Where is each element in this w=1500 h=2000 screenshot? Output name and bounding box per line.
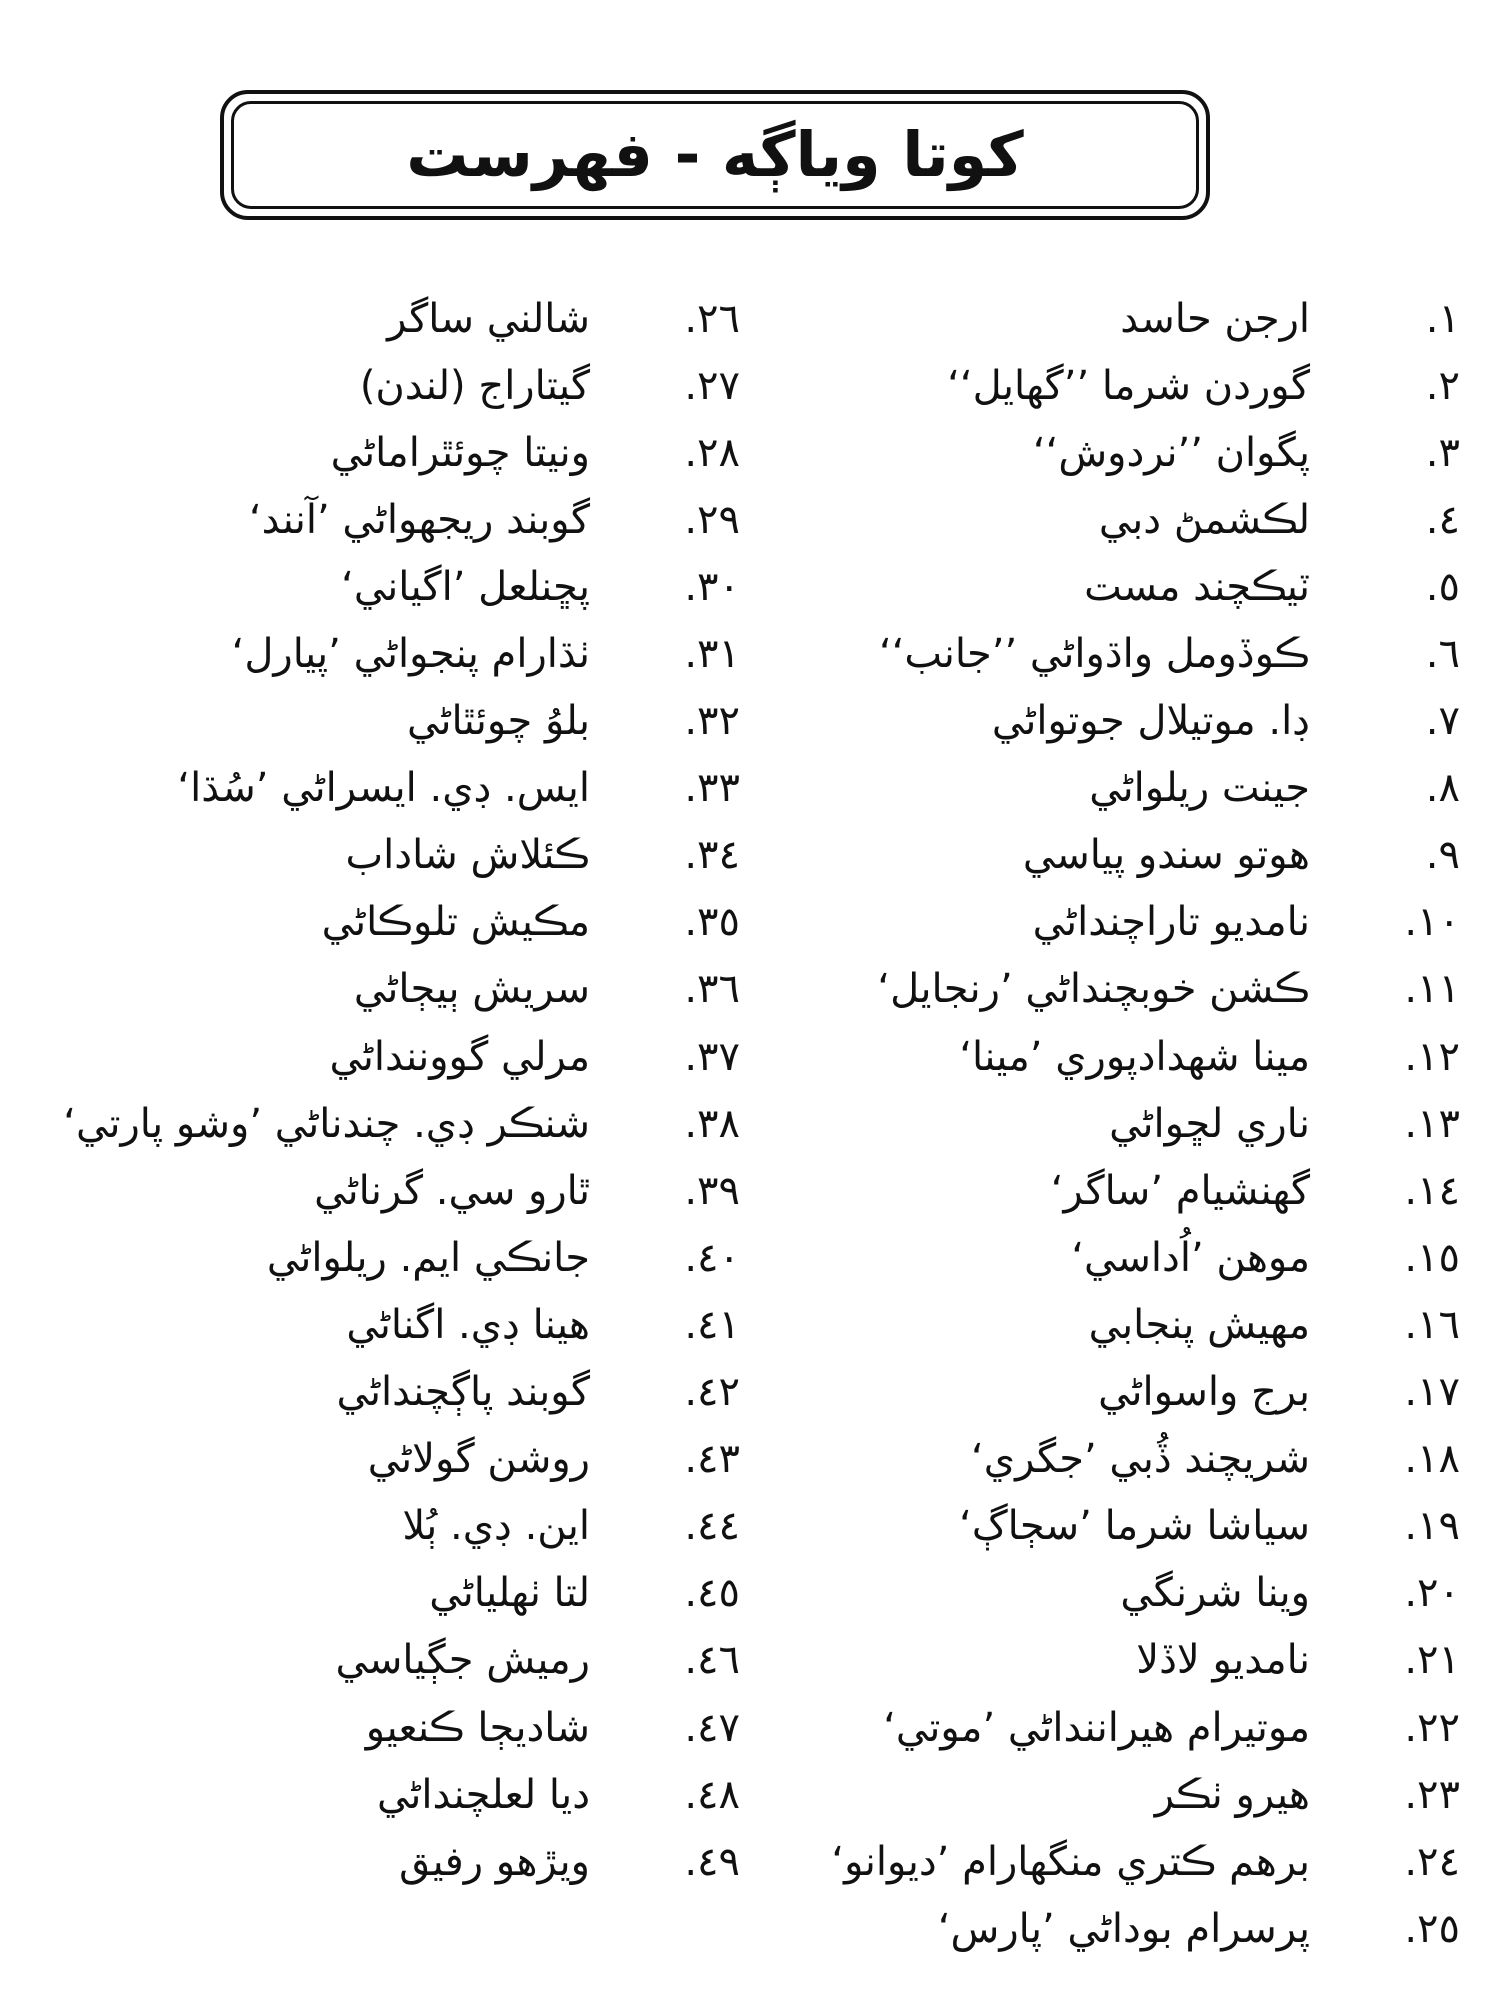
entry-author-name: برج واسواڻي	[1098, 1369, 1310, 1416]
entry-author-name: لتا ٺهلياڻي	[429, 1570, 590, 1617]
entry-author-name: پگوان ’’نردوش‘‘	[1032, 429, 1310, 476]
entry-number: ٩.	[1425, 832, 1460, 879]
contents-entry	[40, 620, 740, 687]
contents-entry	[40, 1761, 740, 1828]
entry-author-name: پرسرام بوداڻي ’پارس‘	[937, 1905, 1310, 1952]
contents-entry	[760, 1359, 1460, 1426]
entry-number: ٣٣.	[684, 765, 740, 812]
contents-column-left	[40, 285, 740, 1895]
entry-author-name: موهن ’اُداسي‘	[1071, 1234, 1310, 1281]
contents-entry	[760, 1291, 1460, 1358]
entry-author-name: برهم ڪتري منگهارام ’ديوانو‘	[831, 1838, 1310, 1885]
entry-author-name: سريش ٻيڄاڻي	[353, 966, 590, 1013]
entry-author-name: پڇنلعل ’اگياني‘	[341, 563, 590, 610]
entry-number: ٣١.	[684, 631, 740, 678]
entry-number: ٤٨.	[684, 1771, 740, 1818]
entry-author-name: روشن گولاڻي	[367, 1436, 590, 1483]
entry-number: ١٦.	[1404, 1301, 1460, 1348]
entry-author-name: مينا شهدادپوري ’مينا‘	[959, 1033, 1310, 1080]
entry-number: ٤٣.	[684, 1436, 740, 1483]
contents-entry	[760, 755, 1460, 822]
entry-author-name: گوبند ريجهواڻي ’آنند‘	[248, 496, 590, 543]
entry-number: ٣٠.	[684, 563, 740, 610]
contents-entry	[760, 419, 1460, 486]
page-title: كوتا وياڳه - فهرست	[406, 118, 1024, 191]
contents-entry	[760, 1694, 1460, 1761]
entry-number: ١٩.	[1404, 1503, 1460, 1550]
contents-entry	[40, 285, 740, 352]
entry-number: ٢٤.	[1404, 1838, 1460, 1885]
contents-entry	[40, 419, 740, 486]
contents-entry	[760, 1157, 1460, 1224]
entry-author-name: هيرو ٺڪر	[1154, 1771, 1310, 1818]
entry-author-name: ٿارو سي. گرناڻي	[314, 1167, 590, 1214]
title-frame	[220, 90, 1210, 220]
contents-entry	[760, 1627, 1460, 1694]
entry-number: ٦.	[1425, 631, 1460, 678]
contents-entry	[40, 1224, 740, 1291]
entry-author-name: ڊا. موتيلال جوتواڻي	[991, 698, 1310, 745]
entry-author-name: گهنشيام ’ساگر‘	[1050, 1167, 1310, 1214]
contents-entry	[760, 688, 1460, 755]
entry-author-name: جينت ريلواڻي	[1089, 765, 1310, 812]
entry-author-name: جانڪي ايم. ريلواڻي	[266, 1234, 590, 1281]
entry-author-name: ديا لعلچنداڻي	[376, 1771, 590, 1818]
contents-entry	[40, 1291, 740, 1358]
entry-number: ٢٧.	[684, 362, 740, 409]
entry-author-name: ڪئلاش شاداب	[345, 832, 590, 879]
entry-author-name: لڪشمڻ دبي	[1098, 496, 1310, 543]
entry-number: ٢٢.	[1404, 1704, 1460, 1751]
entry-author-name: ايس. ڊي. ايسراڻي ’سُڌا‘	[177, 765, 590, 812]
contents-entry	[40, 1694, 740, 1761]
entry-author-name: ڪشن خوبچنداڻي ’رنجايل‘	[877, 966, 1310, 1013]
contents-entry	[760, 620, 1460, 687]
entry-number: ٣٤.	[684, 832, 740, 879]
entry-author-name: شريچند ڏُبي ’جگري‘	[971, 1436, 1310, 1483]
entry-number: ١٥.	[1404, 1234, 1460, 1281]
contents-entry	[760, 1560, 1460, 1627]
entry-author-name: اين. ڊي. ٻُلا	[402, 1503, 590, 1550]
contents-entry	[760, 1426, 1460, 1493]
contents-entry	[40, 1828, 740, 1895]
entry-number: ١٨.	[1404, 1436, 1460, 1483]
entry-author-name: ارجن حاسد	[1120, 295, 1310, 342]
entry-author-name: گوردن شرما ’’گهايل‘‘	[947, 362, 1310, 409]
entry-number: ٣٩.	[684, 1167, 740, 1214]
entry-number: ٤٤.	[684, 1503, 740, 1550]
entry-author-name: بلوُ چوئٿاڻي	[406, 698, 590, 745]
contents-entry	[40, 352, 740, 419]
contents-entry	[760, 1224, 1460, 1291]
contents-entry	[40, 1493, 740, 1560]
entry-number: ٢.	[1425, 362, 1460, 409]
entry-number: ٤١.	[684, 1301, 740, 1348]
entry-number: ٤٧.	[684, 1704, 740, 1751]
entry-number: ١.	[1425, 295, 1460, 342]
entry-author-name: گوبند پاڳچنداڻي	[336, 1369, 590, 1416]
entry-author-name: وينا شرنگي	[1120, 1570, 1310, 1617]
entry-number: ٤٢.	[684, 1369, 740, 1416]
entry-number: ٤٦.	[684, 1637, 740, 1684]
entry-number: ٤٥.	[684, 1570, 740, 1617]
contents-entry	[760, 1090, 1460, 1157]
entry-number: ٢٣.	[1404, 1771, 1460, 1818]
entry-author-name: ونيتا چوئٿراماڻي	[330, 429, 590, 476]
entry-author-name: ناري لڇواڻي	[1109, 1100, 1310, 1147]
entry-number: ٢١.	[1404, 1637, 1460, 1684]
contents-entry	[40, 755, 740, 822]
entry-number: ٢٠.	[1404, 1570, 1460, 1617]
title-inner-border	[231, 101, 1199, 209]
contents-entry	[760, 486, 1460, 553]
entry-number: ٤.	[1425, 496, 1460, 543]
entry-number: ٣٨.	[684, 1100, 740, 1147]
contents-entry	[40, 889, 740, 956]
entry-author-name: موتيرام هيراننداڻي ’موتي‘	[883, 1704, 1310, 1751]
entry-number: ١٢.	[1404, 1033, 1460, 1080]
contents-entry	[760, 285, 1460, 352]
contents-entry	[760, 553, 1460, 620]
entry-number: ٣٦.	[684, 966, 740, 1013]
entry-number: ١٠.	[1404, 899, 1460, 946]
entry-author-name: ٺڌارام پنجواڻي ’پيارل‘	[231, 631, 590, 678]
entry-author-name: مرلي گووننداڻي	[329, 1033, 590, 1080]
entry-number: ٢٩.	[684, 496, 740, 543]
entry-number: ٨.	[1425, 765, 1460, 812]
contents-entry	[760, 1828, 1460, 1895]
entry-author-name: سياشا شرما ’سڄاڳ‘	[959, 1503, 1310, 1550]
entry-number: ١١.	[1404, 966, 1460, 1013]
entry-author-name: نامديو تاراچنداڻي	[1032, 899, 1310, 946]
contents-entry	[40, 1023, 740, 1090]
contents-entry	[760, 352, 1460, 419]
entry-author-name: مڪيش تلوڪاڻي	[321, 899, 590, 946]
entry-author-name: مهيش پنجابي	[1088, 1301, 1310, 1348]
contents-entry	[40, 1627, 740, 1694]
entry-number: ٢٦.	[684, 295, 740, 342]
entry-author-name: هوتو سندو پياسي	[1022, 832, 1310, 879]
entry-number: ٣٥.	[684, 899, 740, 946]
entry-author-name: رميش جڳياسي	[335, 1637, 590, 1684]
entry-number: ٢٥.	[1404, 1905, 1460, 1952]
entry-number: ٧.	[1425, 698, 1460, 745]
contents-entry	[40, 1157, 740, 1224]
entry-author-name: شاديڄا ڪنعيو	[365, 1704, 590, 1751]
entry-author-name: نامديو لاڏلا	[1136, 1637, 1310, 1684]
entry-author-name: شالني ساگر	[387, 295, 590, 342]
entry-author-name: هينا ڊي. اگناڻي	[346, 1301, 590, 1348]
contents-entry	[40, 1359, 740, 1426]
contents-entry	[760, 1493, 1460, 1560]
contents-entry	[40, 1090, 740, 1157]
entry-number: ١٤.	[1404, 1167, 1460, 1214]
contents-entry	[40, 1560, 740, 1627]
contents-entry	[760, 822, 1460, 889]
contents-entry	[760, 956, 1460, 1023]
entry-number: ٢٨.	[684, 429, 740, 476]
entry-number: ٣.	[1425, 429, 1460, 476]
contents-entry	[760, 1761, 1460, 1828]
contents-entry	[40, 553, 740, 620]
entry-author-name: شنڪر ڊي. چندناڻي ’وشو پارتي‘	[63, 1100, 590, 1147]
entry-number: ٣٢.	[684, 698, 740, 745]
entry-number: ٤٠.	[684, 1234, 740, 1281]
entry-number: ١٣.	[1404, 1100, 1460, 1147]
contents-entry	[40, 822, 740, 889]
contents-entry	[40, 1426, 740, 1493]
contents-entry	[760, 1895, 1460, 1962]
entry-number: ٥.	[1425, 563, 1460, 610]
contents-entry	[760, 889, 1460, 956]
entry-author-name: ويڙهو رفيق	[399, 1838, 590, 1885]
contents-entry	[40, 688, 740, 755]
entry-author-name: ڪوڏومل واڌواڻي ’’جانب‘‘	[879, 631, 1310, 678]
entry-number: ١٧.	[1404, 1369, 1460, 1416]
entry-number: ٣٧.	[684, 1033, 740, 1080]
entry-author-name: ٽيڪچند مست	[1084, 563, 1310, 610]
entry-author-name: گيتاراج (لندن)	[359, 362, 590, 409]
contents-entry	[760, 1023, 1460, 1090]
contents-entry	[40, 486, 740, 553]
contents-column-right	[760, 285, 1460, 1962]
entry-number: ٤٩.	[684, 1838, 740, 1885]
contents-entry	[40, 956, 740, 1023]
